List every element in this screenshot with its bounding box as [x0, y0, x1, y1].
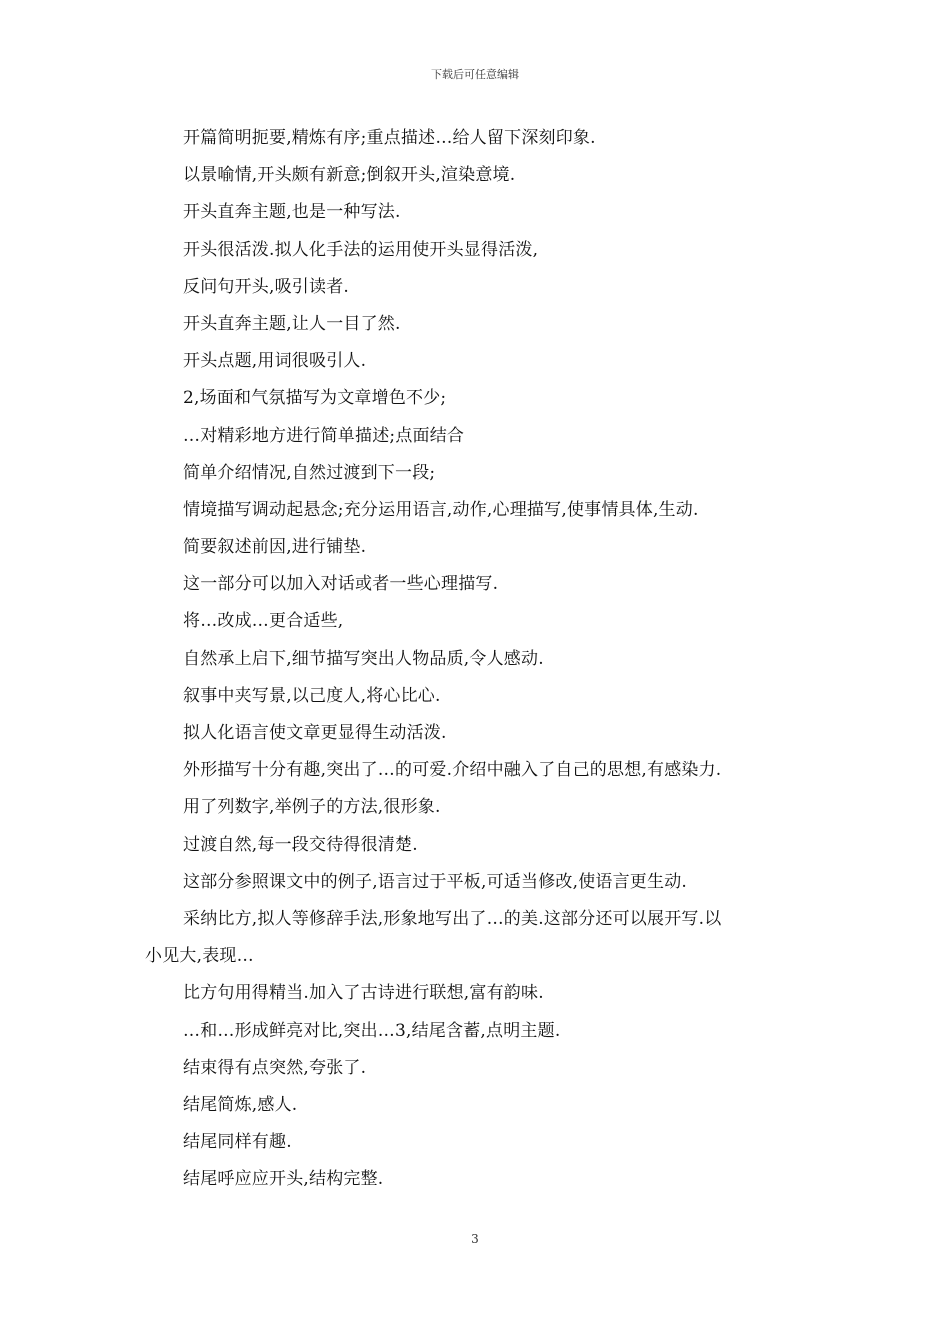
paragraph: 过渡自然,每一段交待得很清楚. — [183, 834, 418, 855]
paragraph: 结束得有点突然,夸张了. — [183, 1057, 367, 1078]
paragraph: 比方句用得精当.加入了古诗进行联想,富有韵味. — [183, 983, 544, 1004]
paragraph: 2,场面和气氛描写为文章增色不少; — [183, 388, 447, 409]
paragraph: 简要叙述前因,进行铺垫. — [183, 537, 367, 558]
paragraph: 开头直奔主题,也是一种写法. — [183, 202, 401, 223]
page-header: 下载后可任意编辑 — [431, 68, 519, 81]
paragraph: 拟人化语言使文章更显得生动活泼. — [183, 723, 447, 743]
paragraph: 结尾呼应应开头,结构完整. — [183, 1169, 384, 1190]
paragraph: 用了列数字,举例子的方法,很形象. — [183, 797, 441, 818]
paragraph-line: 采纳比方,拟人等修辞手法,形象地写出了…的美.这部分还可以展开写.以 — [183, 908, 722, 929]
paragraph: 反问句开头,吸引读者. — [183, 276, 350, 297]
paragraph: 以景喻情,开头颇有新意;倒叙开头,渲染意境. — [183, 165, 516, 186]
paragraph: 简单介绍情况,自然过渡到下一段; — [183, 462, 436, 483]
paragraph: …和…形成鲜亮对比,突出…3,结尾含蓄,点明主题. — [183, 1020, 561, 1041]
paragraph: 这一部分可以加入对话或者一些心理描写. — [183, 574, 499, 595]
paragraph: 外形描写十分有趣,突出了…的可爱.介绍中融入了自己的思想,有感染力. — [183, 760, 722, 781]
document-body — [145, 124, 810, 1202]
page-number: 3 — [471, 1232, 479, 1246]
paragraph: 开篇简明扼要,精炼有序;重点描述…给人留下深刻印象. — [183, 128, 596, 148]
paragraph: …对精彩地方进行简单描述;点面结合 — [183, 425, 465, 446]
paragraph-long — [145, 905, 810, 971]
paragraph: 情境描写调动起悬念;充分运用语言,动作,心理描写,使事情具体,生动. — [183, 499, 699, 520]
paragraph: 开头点题,用词很吸引人. — [183, 351, 367, 372]
paragraph: 叙事中夹写景,以己度人,将心比心. — [183, 685, 441, 706]
paragraph-line-continued: 小见大,表现… — [145, 946, 254, 967]
paragraph: 自然承上启下,细节描写突出人物品质,令人感动. — [183, 648, 544, 669]
paragraph: 将…改成…更合适些, — [183, 611, 344, 632]
paragraph: 这部分参照课文中的例子,语言过于平板,可适当修改,使语言更生动. — [183, 871, 688, 892]
paragraph: 开头直奔主题,让人一目了然. — [183, 313, 401, 334]
paragraph: 结尾同样有趣. — [183, 1132, 292, 1153]
paragraph: 结尾简炼,感人. — [183, 1094, 298, 1115]
paragraph: 开头很活泼.拟人化手法的运用使开头显得活泼, — [183, 239, 539, 260]
